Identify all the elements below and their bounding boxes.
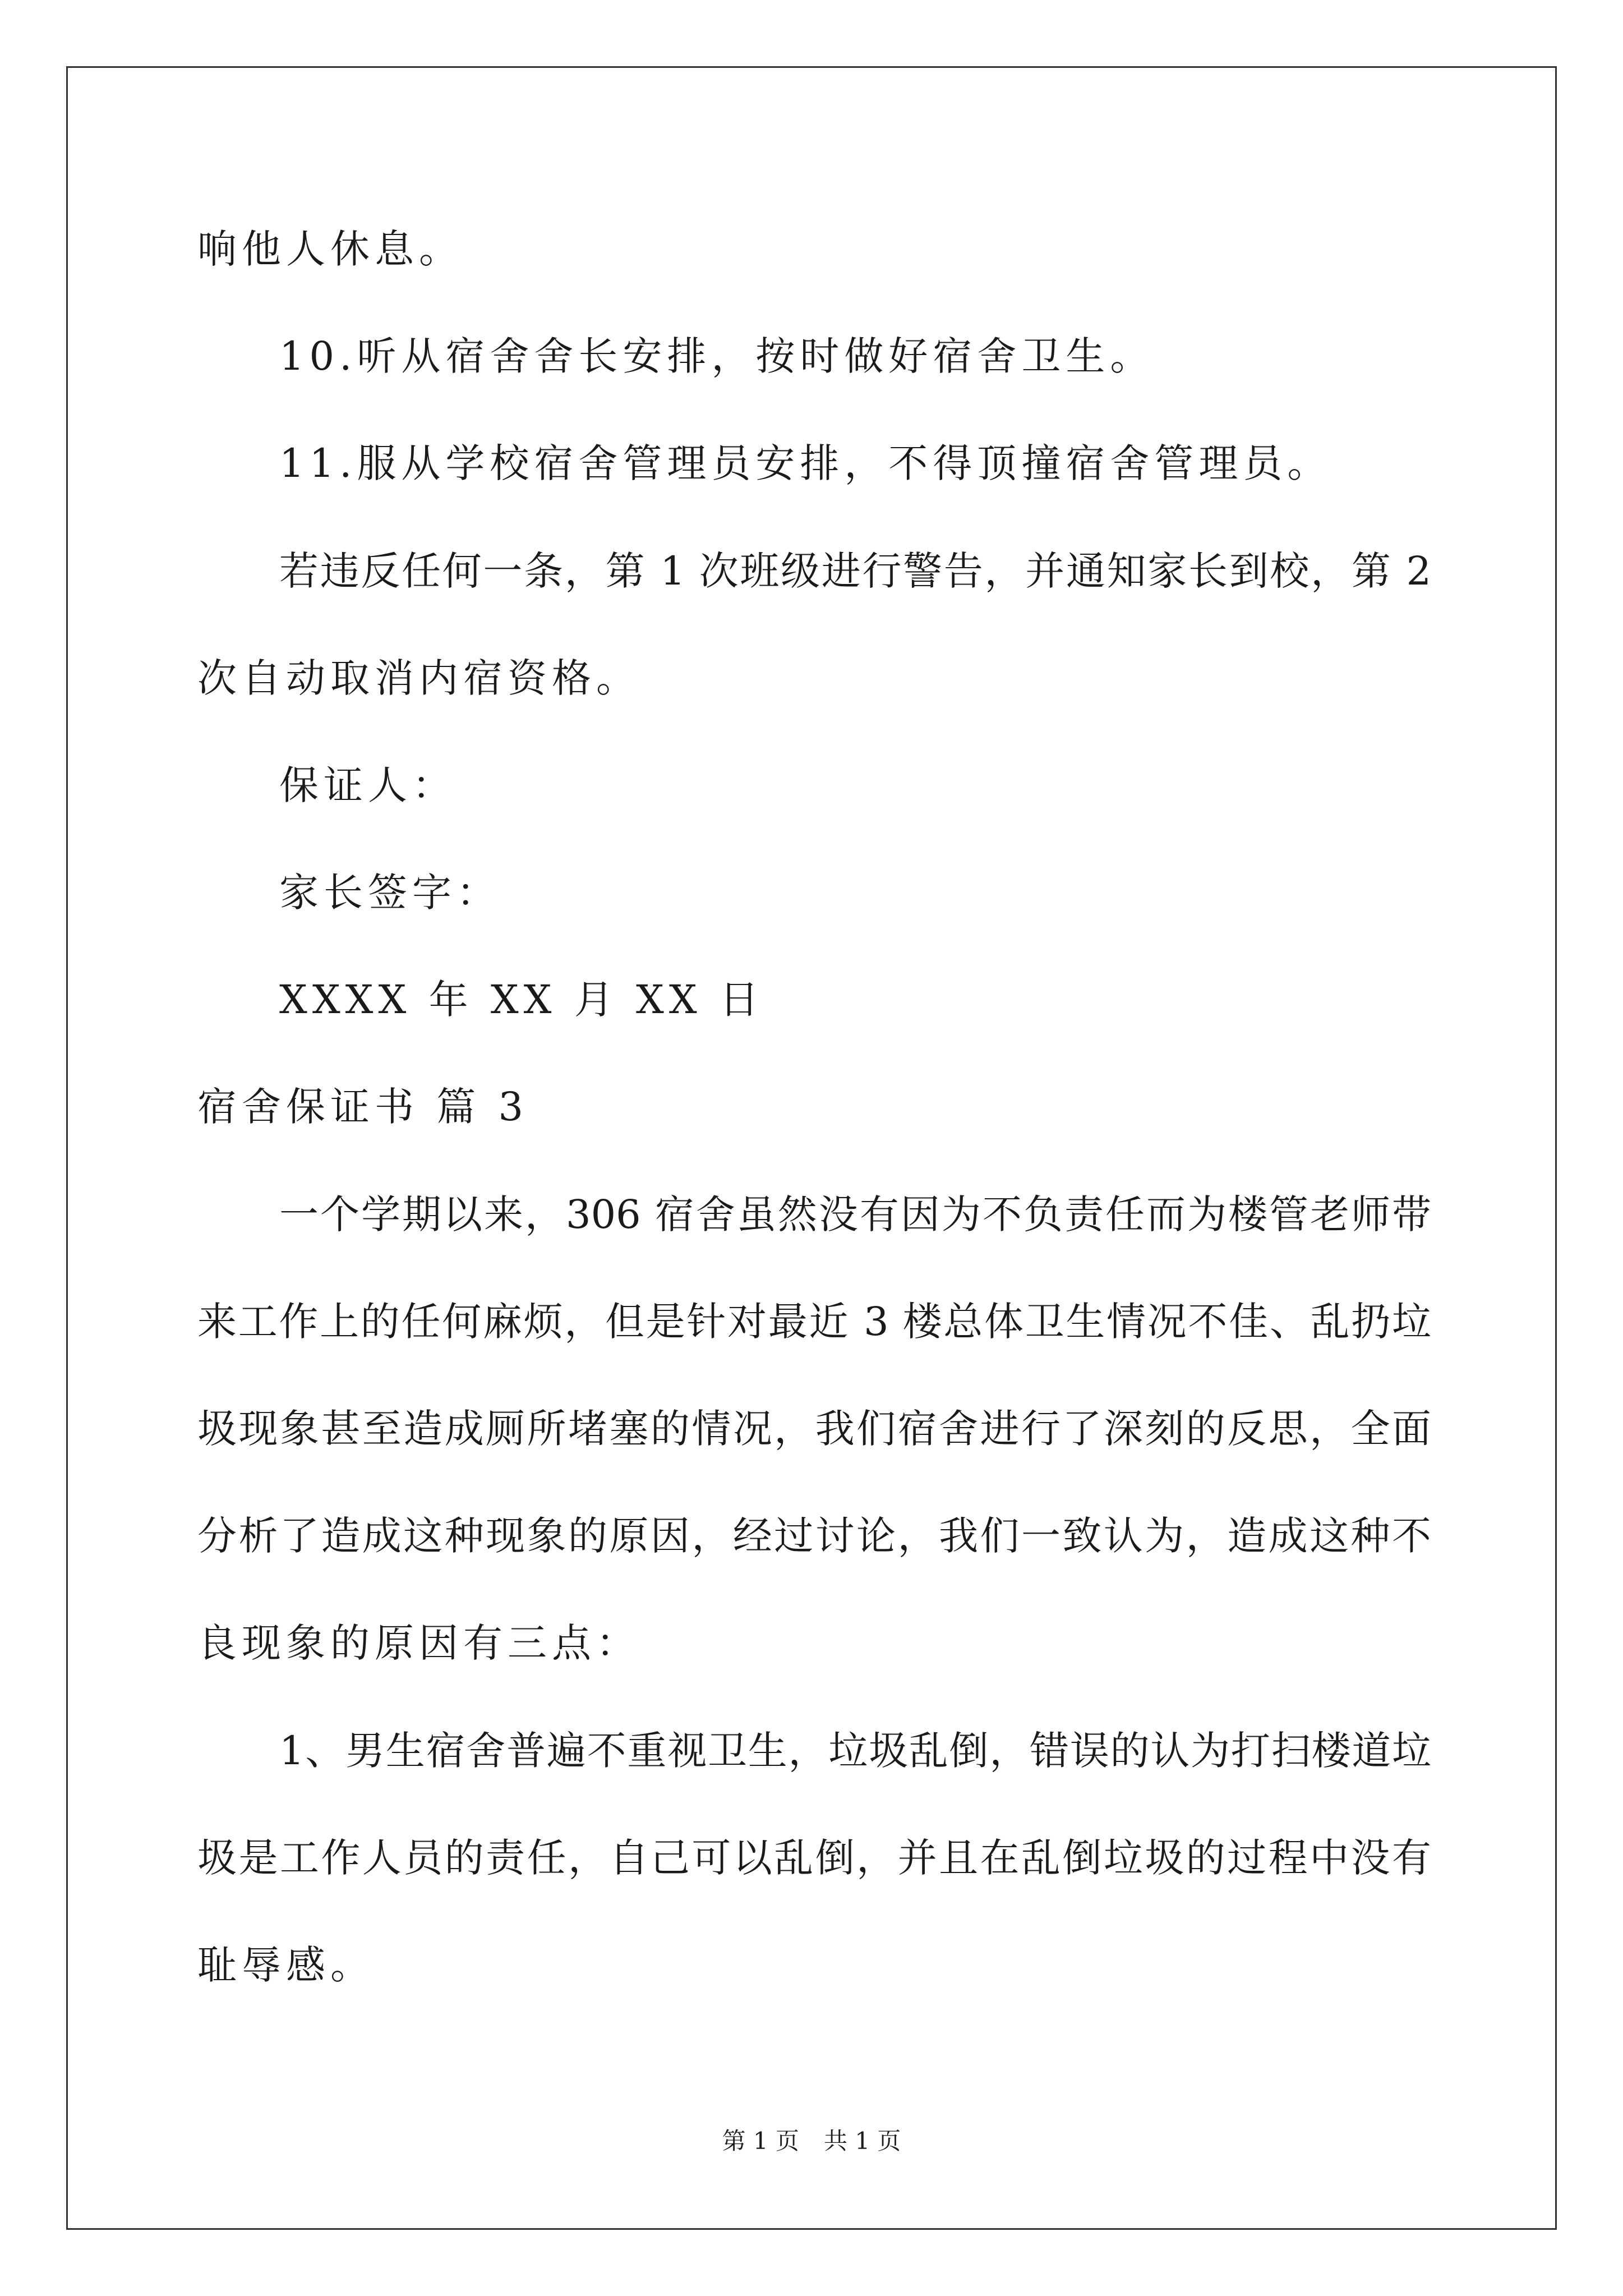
paragraph-line: 10.听从宿舍舍长安排，按时做好宿舍卫生。 — [279, 333, 1155, 379]
paragraph-line: 家长签字： — [279, 869, 501, 915]
page-footer — [0, 2129, 1623, 2153]
paragraph-line: 1、男生宿舍普遍不重视卫生，垃圾乱倒，错误的认为打扫楼道垃 — [279, 1728, 1431, 1774]
paragraph-line: 圾现象甚至造成厕所堵塞的情况，我们宿舍进行了深刻的反思，全面 — [197, 1406, 1431, 1452]
section-heading: 宿舍保证书 篇 3 — [197, 1084, 529, 1130]
page-number-total: 共 1 页 — [824, 2127, 901, 2155]
paragraph-line: 分析了造成这种现象的原因，经过讨论，我们一致认为，造成这种不 — [197, 1513, 1431, 1559]
paragraph-line: 圾是工作人员的责任，自己可以乱倒，并且在乱倒垃圾的过程中没有 — [197, 1835, 1431, 1881]
paragraph-line: 11.服从学校宿舍管理员安排，不得顶撞宿舍管理员。 — [279, 440, 1332, 486]
paragraph-line: 响他人休息。 — [197, 226, 463, 272]
paragraph-line: 耻辱感。 — [197, 1942, 375, 1988]
page-number-current: 第 1 页 — [722, 2127, 799, 2155]
paragraph-line: 次自动取消内宿资格。 — [197, 655, 640, 701]
date-line: XXXX 年 XX 月 XX 日 — [279, 977, 764, 1023]
paragraph-line: 来工作上的任何麻烦，但是针对最近 3 楼总体卫生情况不佳、乱扔垃 — [197, 1299, 1431, 1345]
page-border — [66, 66, 1557, 2230]
paragraph-line: 保证人： — [279, 762, 457, 808]
paragraph-line: 一个学期以来，306 宿舍虽然没有因为不负责任而为楼管老师带 — [279, 1191, 1431, 1237]
paragraph-line: 良现象的原因有三点： — [197, 1620, 640, 1666]
paragraph-line: 若违反任何一条，第 1 次班级进行警告，并通知家长到校，第 2 — [279, 548, 1431, 594]
